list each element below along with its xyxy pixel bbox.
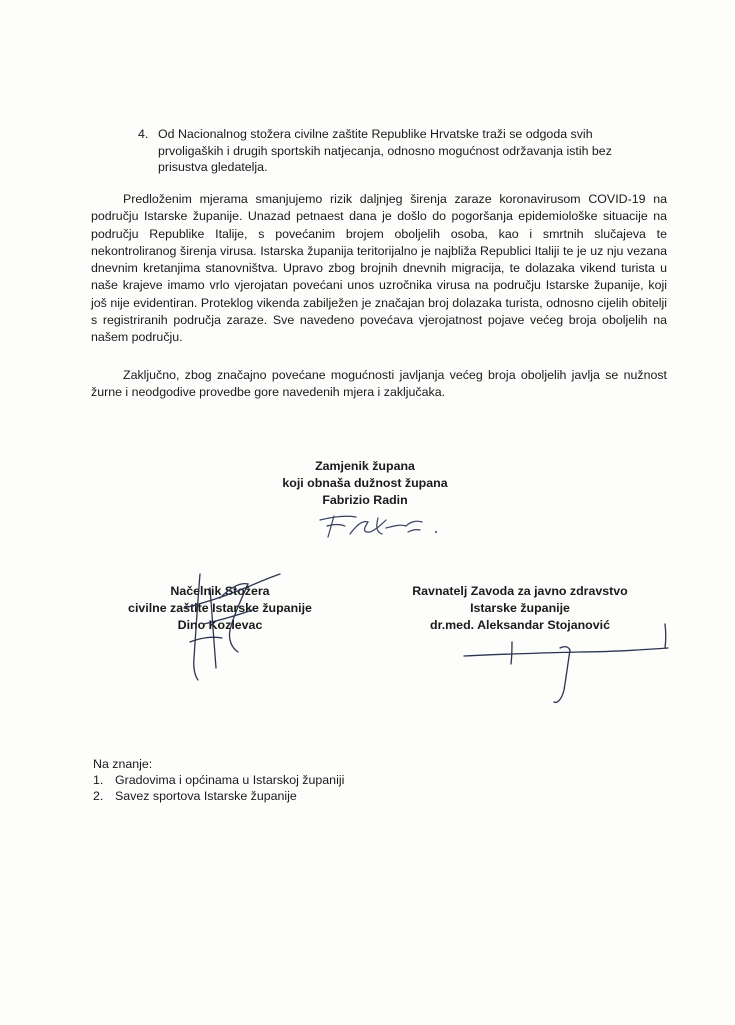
list-item-text: Gradovima i općinama u Istarskoj županiji bbox=[115, 773, 345, 787]
list-item bbox=[93, 788, 344, 804]
civil-protection-chief-handwritten-signature bbox=[160, 568, 290, 683]
list-item-text: Savez sportova Istarske županije bbox=[115, 789, 297, 803]
measure-item-text: Od Nacionalnog stožera civilne zaštite Republike Hrvatske traži se odgoda svih prvoligaških i drugih sportskih natjecanja, odnosno mogućnost održavanja istih bez prisustva gledatelja. bbox=[158, 127, 612, 174]
list-item-number: 2. bbox=[93, 789, 104, 803]
distribution-notice bbox=[93, 756, 344, 804]
measure-item-4 bbox=[138, 126, 658, 176]
signatory-name: Dino Kozlevac bbox=[177, 618, 263, 632]
deputy-prefect-signature-block bbox=[240, 458, 490, 509]
list-item-number: 1. bbox=[93, 773, 104, 787]
signatory-name: Fabrizio Radin bbox=[322, 493, 408, 507]
measure-item-number: 4. bbox=[138, 127, 149, 141]
deputy-handwritten-signature bbox=[312, 508, 442, 540]
signatory-role: Istarske županije bbox=[470, 601, 570, 615]
public-health-director-handwritten-signature bbox=[460, 618, 675, 708]
signatory-title: Načelnik Stožera bbox=[170, 584, 270, 598]
list-item bbox=[93, 772, 344, 788]
signatory-title: Zamjenik župana bbox=[315, 459, 415, 473]
notice-list bbox=[93, 772, 344, 804]
conclusion-paragraph: Zaključno, zbog značajno povećane mogućnosti javljanja većeg broja oboljelih javlja se nužnost žurne i neodgodive provedbe gore navedenih mjera i zaključaka. bbox=[91, 368, 667, 400]
signatory-title: Ravnatelj Zavoda za javno zdravstvo bbox=[412, 584, 628, 598]
rationale-paragraph: Predloženim mjerama smanjujemo rizik daljnjeg širenja zaraze koronavirusom COVID-19 na području Istarske županije. Unazad petnaest dana je došlo do pogoršanja epidemiološke situacije na području Republike Italije, s povećanim brojem oboljelih osoba, kao i smrtnih slučajeva te nekontroliranog širenja virusa. Istarska županija teritorijalno je najbliža Republici Italiji te je uz nju vezana dnevnim kretanjima stanovništva. Upravo zbog brojnih dnevnih migracija, te dolazaka vikend turista u naše krajeve imamo vrlo vjerojatan povećani unos uzročnika virusa na području Istarske županije, koji još nije evidentiran. Proteklog vikenda zabilježen je značajan broj dolazaka turista, odnosno cijelih obitelji s registriranih područja zaraze. Sve navedeno povećava vjerojatnost pojave većeg broja oboljelih na našem području. bbox=[91, 192, 667, 345]
notice-heading: Na znanje: bbox=[93, 757, 153, 771]
signatory-name: dr.med. Aleksandar Stojanović bbox=[430, 618, 610, 632]
signatory-role: koji obnaša dužnost župana bbox=[282, 476, 448, 490]
signatory-role: civilne zaštite Istarske županije bbox=[128, 601, 312, 615]
